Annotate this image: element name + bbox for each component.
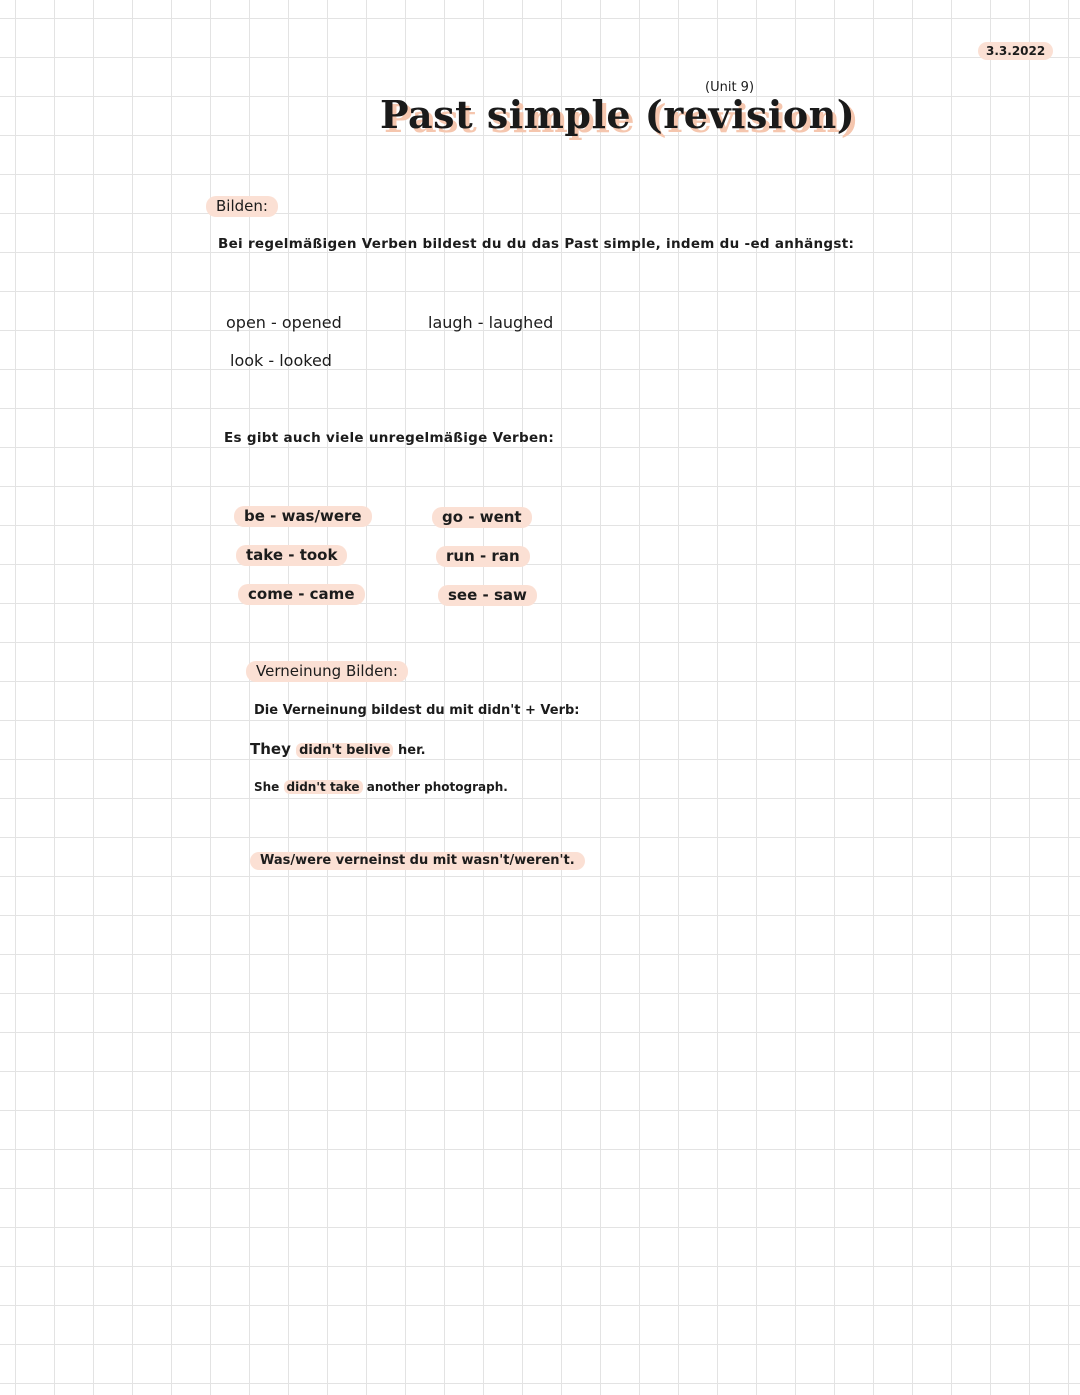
irregular-example: run - ran [436, 546, 530, 567]
negation-example-1 [250, 740, 426, 758]
example-text: They [250, 740, 297, 758]
example-text: another photograph. [362, 780, 508, 794]
regular-example: look - looked [230, 351, 332, 370]
negation-heading: Verneinung Bilden: [246, 661, 408, 682]
unit-label: (Unit 9) [705, 80, 755, 95]
regular-example: open - opened [226, 313, 342, 332]
example-text: She [254, 780, 284, 794]
bilden-heading: Bilden: [206, 196, 278, 217]
negation-note: Was/were verneinst du mit wasn't/weren't. [250, 852, 585, 870]
irregular-example: see - saw [438, 585, 537, 606]
example-highlight: didn't take [284, 780, 363, 794]
negation-rule: Die Verneinung bildest du mit didn't + Verb: [254, 703, 580, 718]
page-title: Past simple (revision) [380, 92, 856, 137]
irregular-example: come - came [238, 584, 365, 605]
irregular-example: take - took [236, 545, 347, 566]
regular-example: laugh - laughed [428, 313, 554, 332]
example-text: her. [393, 743, 426, 758]
irregular-intro: Es gibt auch viele unregelmäßige Verben: [224, 430, 555, 446]
bilden-rule: Bei regelmäßigen Verben bildest du du das Past simple, indem du -ed anhängst: [218, 236, 855, 252]
irregular-example: be - was/were [234, 506, 372, 527]
date-label: 3.3.2022 [978, 42, 1053, 60]
negation-example-2 [254, 780, 508, 794]
example-highlight: didn't belive [296, 743, 393, 758]
irregular-example: go - went [432, 507, 532, 528]
